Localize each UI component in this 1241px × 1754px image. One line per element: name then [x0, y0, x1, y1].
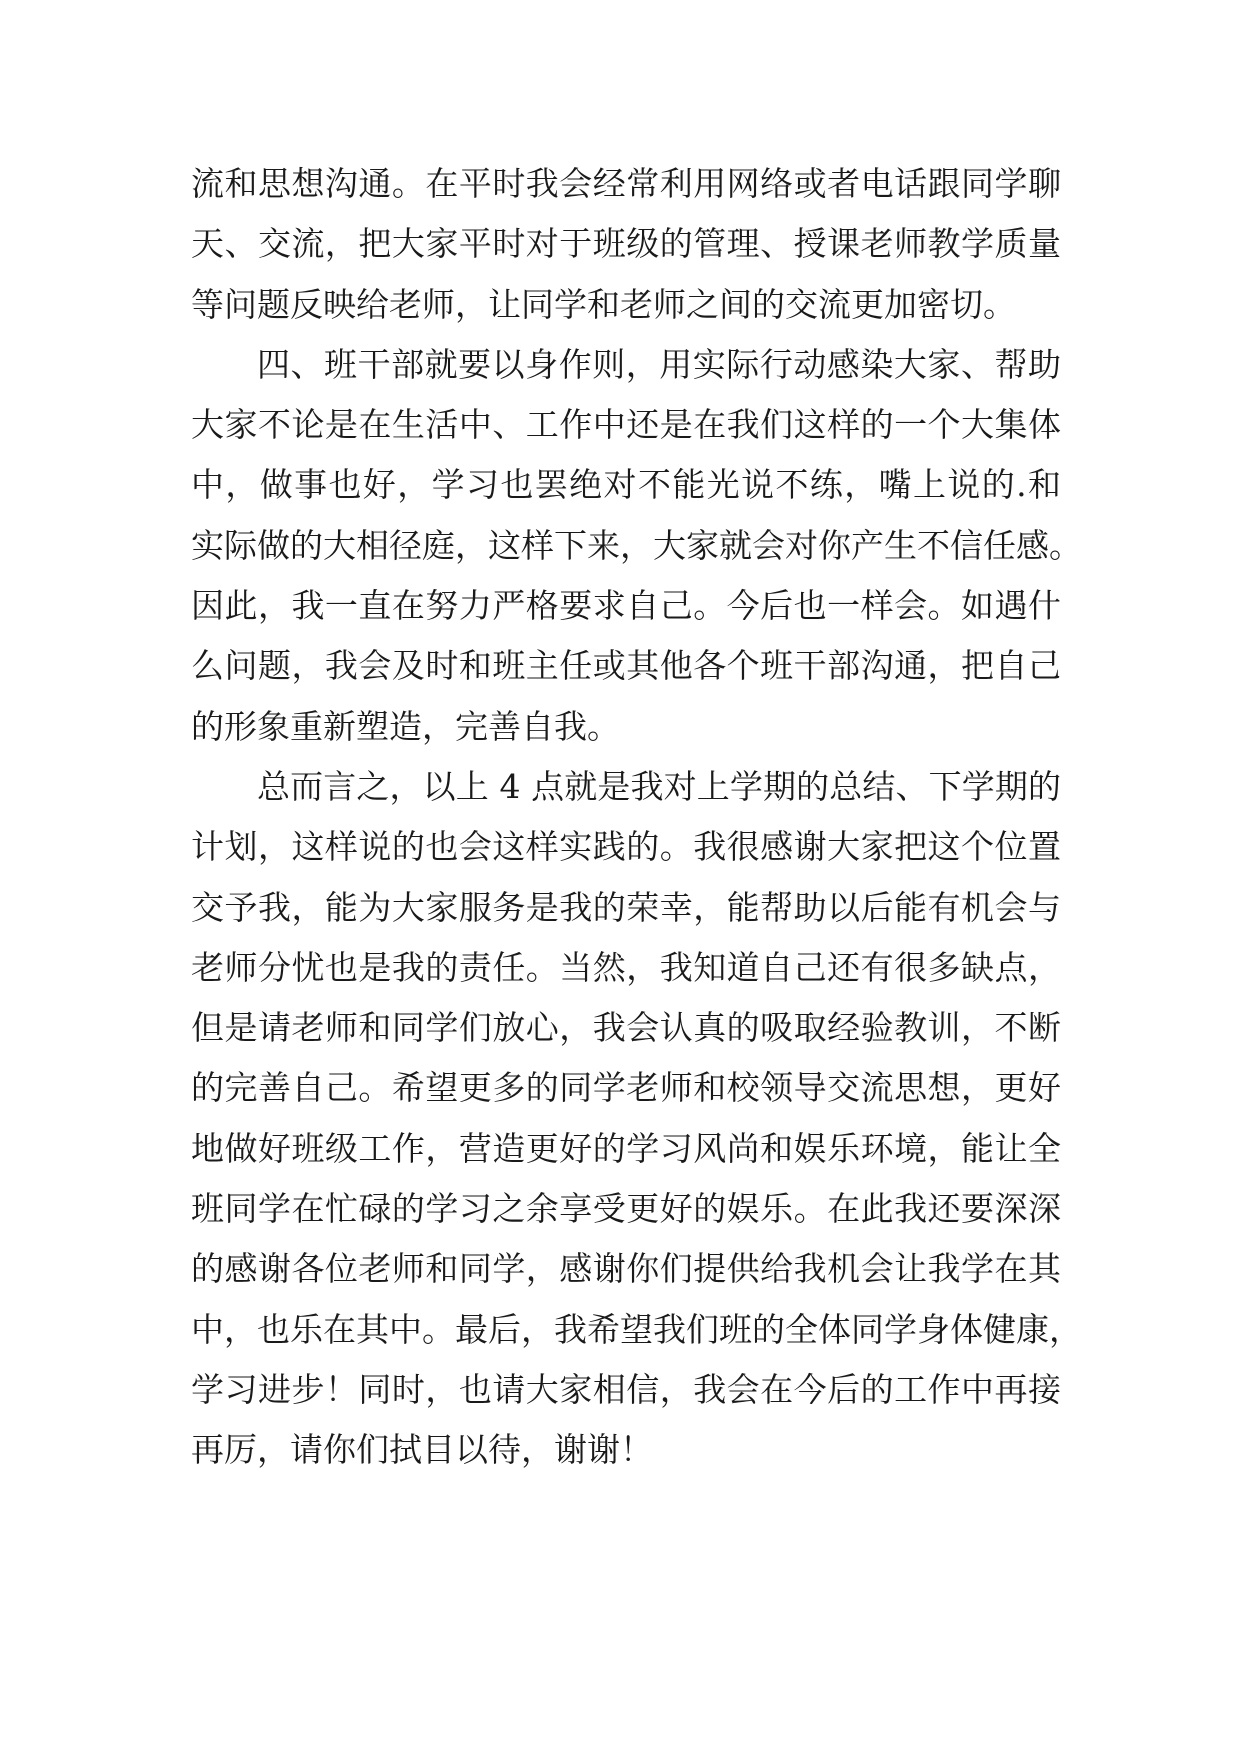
text-line: 大家不论是在生活中、工作中还是在我们这样的一个大集体: [191, 405, 1061, 445]
text-line: 地做好班级工作，营造更好的学习风尚和娱乐环境，能让全: [191, 1128, 1061, 1168]
text-line: 等问题反映给老师，让同学和老师之间的交流更加密切。: [191, 284, 1016, 324]
text-line: 因此，我一直在努力严格要求自己。今后也一样会。如遇什: [191, 586, 1061, 626]
text-line: 的形象重新塑造，完善自我。: [191, 706, 620, 746]
text-line: 学习进步！同时，也请大家相信，我会在今后的工作中再接: [191, 1369, 1061, 1409]
text-line: 班同学在忙碌的学习之余享受更好的娱乐。在此我还要深深: [191, 1189, 1061, 1229]
text-line: 的感谢各位老师和同学，感谢你们提供给我机会让我学在其: [191, 1249, 1061, 1289]
text-line: 的完善自己。希望更多的同学老师和校领导交流思想，更好: [191, 1068, 1061, 1108]
text-line: 流和思想沟通。在平时我会经常利用网络或者电话跟同学聊: [191, 164, 1061, 203]
text-line: 么问题，我会及时和班主任或其他各个班干部沟通，把自己: [191, 646, 1061, 686]
text-line: 再厉，请你们拭目以待，谢谢！: [191, 1430, 653, 1470]
text-line: 交予我，能为大家服务是我的荣幸，能帮助以后能有机会与: [191, 887, 1061, 927]
text-line: 老师分忧也是我的责任。当然，我知道自己还有很多缺点，: [191, 947, 1061, 987]
text-line: 实际做的大相径庭，这样下来，大家就会对你产生不信任感。: [191, 525, 1082, 565]
text-line: 四、班干部就要以身作则，用实际行动感染大家、帮助: [257, 344, 1061, 384]
text-line: 总而言之，以上 4 点就是我对上学期的总结、下学期的: [257, 766, 1061, 806]
text-line: 计划，这样说的也会这样实践的。我很感谢大家把这个位置: [191, 827, 1061, 867]
body-text: [191, 154, 1082, 1481]
text-line: 但是请老师和同学们放心，我会认真的吸取经验教训，不断: [191, 1008, 1061, 1048]
text-line: 中，做事也好，学习也罢绝对不能光说不练，嘴上说的.和: [191, 465, 1061, 505]
text-line: 中，也乐在其中。最后，我希望我们班的全体同学身体健康，: [191, 1309, 1082, 1349]
text-line: 天、交流，把大家平时对于班级的管理、授课老师教学质量: [191, 224, 1061, 264]
